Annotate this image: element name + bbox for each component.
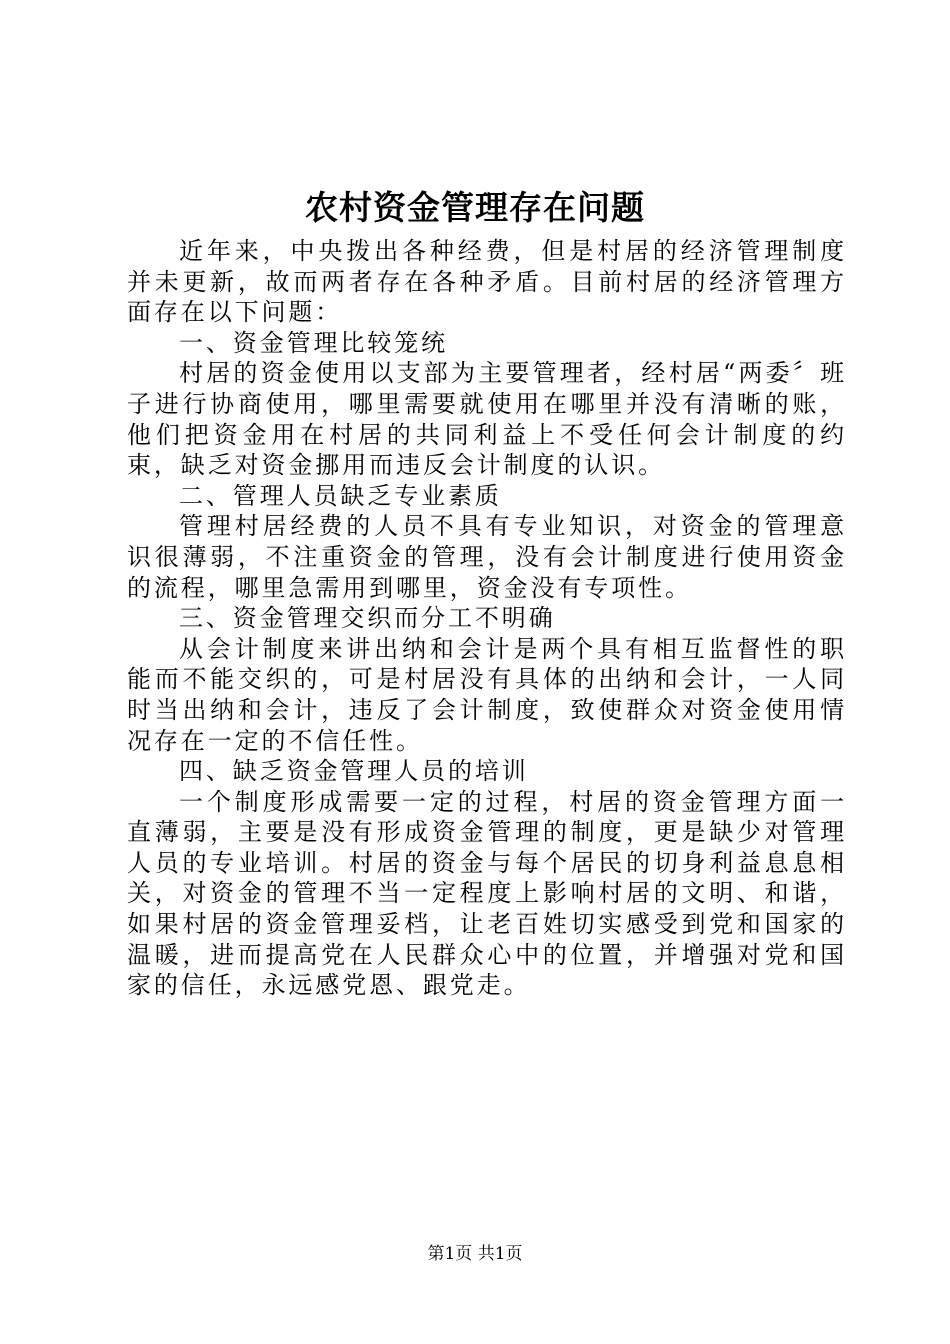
section-heading-1: 一、资金管理比较笼统	[179, 328, 448, 357]
section-heading-2: 二、管理人员缺乏专业素质	[179, 481, 502, 510]
section-heading-3: 三、资金管理交织而分工不明确	[179, 604, 556, 633]
intro-paragraph: 近年来，中央拨出各种经费，但是村居的经济管理制度并未更新，故而两者存在各种矛盾。目前村居的经济管理方面存在以下问题：	[127, 237, 847, 327]
section-paragraph-3: 从会计制度来讲出纳和会计是两个具有相互监督性的职能而不能交织的，可是村居没有具体的出纳和会计，一人同时当出纳和会计，违反了会计制度，致使群众对资金使用情况存在一定的不信任性。	[127, 634, 847, 755]
section-paragraph-4: 一个制度形成需要一定的过程，村居的资金管理方面一直薄弱，主要是没有形成资金管理的制度，更是缺少对管理人员的专业培训。村居的资金与每个居民的切身利益息息相关，对资金的管理不当一定程度上影响村居的文明、和谐，如果村居的资金管理妥档，让老百姓切实感受到党和国家的温暖，进而提高党在人民群众心中的位置，并增强对党和国家的信任，永远感党恩、跟党走。	[127, 787, 847, 1000]
document-body	[127, 236, 847, 1001]
section-paragraph-1: 村居的资金使用以支部为主要管理者，经村居“两委〞班子进行协商使用，哪里需要就使用在哪里并没有清晰的账，他们把资金用在村居的共同利益上不受任何会计制度的约束，缺乏对资金挪用而违反会计制度的认识。	[127, 359, 847, 480]
page-number-footer: 第1页 共1页	[427, 1244, 523, 1264]
section-paragraph-2: 管理村居经费的人员不具有专业知识，对资金的管理意识很薄弱，不注重资金的管理，没有会计制度进行使用资金的流程，哪里急需用到哪里，资金没有专项性。	[127, 512, 847, 602]
section-heading-4: 四、缺乏资金管理人员的培训	[179, 757, 529, 786]
document-title: 农村资金管理存在问题	[305, 188, 645, 227]
